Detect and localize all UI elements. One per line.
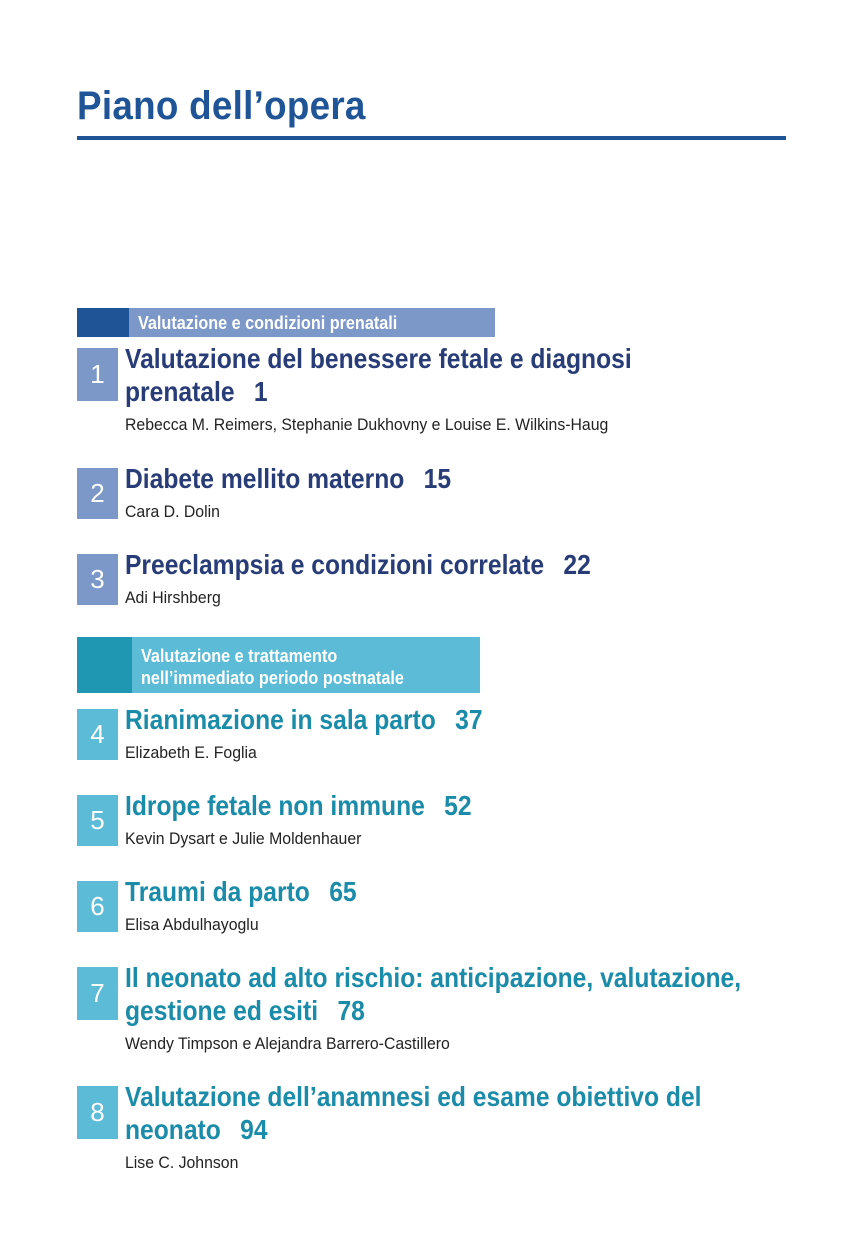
- chapter-title-line: Diabete mellito materno: [125, 463, 405, 494]
- chapter-title: [125, 789, 472, 822]
- chapter-authors: Rebecca M. Reimers, Stephanie Dukhovny e Louise E. Wilkins-Haug: [125, 415, 609, 434]
- chapter-number: 4: [90, 719, 105, 749]
- chapter-number-box: [77, 554, 118, 605]
- chapter-page: 1: [253, 376, 268, 407]
- chapter-number-box: [77, 468, 118, 519]
- chapter-title: [125, 1080, 701, 1146]
- chapter-number-box: [77, 709, 118, 760]
- chapter-authors: Cara D. Dolin: [125, 502, 220, 521]
- chapter-authors: Kevin Dysart e Julie Moldenhauer: [125, 829, 362, 848]
- chapter-authors: Wendy Timpson e Alejandra Barrero-Castillero: [125, 1034, 450, 1053]
- chapter-title-line: Rianimazione in sala parto: [125, 704, 436, 735]
- chapter-title: [125, 548, 591, 581]
- chapter-number-box: [77, 1086, 118, 1139]
- chapter-title: [125, 875, 357, 908]
- chapter-title-line: Preeclampsia e condizioni correlate: [125, 549, 545, 580]
- chapter-number: 8: [90, 1097, 105, 1127]
- section-header-postnatal: [77, 637, 480, 693]
- chapter-title: [125, 342, 632, 408]
- section-label-line: nell’immediato periodo postnatale: [141, 667, 404, 688]
- section-label: [132, 637, 480, 693]
- chapter-number-box: [77, 881, 118, 932]
- chapter-page: 15: [423, 463, 452, 494]
- title-rule: [77, 136, 786, 140]
- chapter-title-line: prenatale: [125, 376, 235, 407]
- section-label: [129, 308, 495, 337]
- chapter-page: 37: [455, 704, 483, 735]
- chapter-title-line: Traumi da parto: [125, 876, 310, 907]
- chapter-title-line: Valutazione dell’anamnesi ed esame obiettivo del: [125, 1081, 702, 1112]
- section-marker: [77, 308, 129, 337]
- chapter-authors: Lise C. Johnson: [125, 1153, 239, 1172]
- chapter-number: 2: [90, 478, 105, 508]
- chapter-number: 3: [90, 564, 105, 594]
- chapter-page: 65: [329, 876, 357, 907]
- chapter-title-line: gestione ed esiti: [125, 995, 319, 1026]
- chapter-title-line: Idrope fetale non immune: [125, 790, 425, 821]
- section-label-line: Valutazione e condizioni prenatali: [138, 312, 398, 333]
- chapter-number: 5: [90, 805, 105, 835]
- chapter-number-box: [77, 795, 118, 846]
- chapter-authors: Adi Hirshberg: [125, 588, 221, 607]
- chapter-page: 52: [444, 790, 472, 821]
- chapter-page: 22: [563, 549, 591, 580]
- chapter-page: 94: [240, 1114, 268, 1145]
- section-marker: [77, 637, 132, 693]
- chapter-title-line: Il neonato ad alto rischio: anticipazione, valutazione,: [125, 962, 742, 993]
- chapter-number-box: [77, 967, 118, 1020]
- chapter-number: 6: [90, 891, 105, 921]
- chapter-page: 78: [337, 995, 365, 1026]
- chapter-title-line: Valutazione del benessere fetale e diagnosi: [125, 343, 632, 374]
- chapter-number: 7: [90, 978, 105, 1008]
- chapter-title: [125, 703, 483, 736]
- chapter-title: [125, 462, 451, 495]
- section-header-prenatal: [77, 308, 495, 337]
- section-label-line: Valutazione e trattamento: [141, 645, 338, 666]
- chapter-authors: Elisa Abdulhayoglu: [125, 915, 259, 934]
- chapter-title-line: neonato: [125, 1114, 221, 1145]
- chapter-title: [125, 961, 741, 1027]
- chapter-authors: Elizabeth E. Foglia: [125, 743, 257, 762]
- page-title: Piano dell’opera: [77, 84, 366, 128]
- chapter-number-box: [77, 348, 118, 401]
- chapter-number: 1: [90, 359, 105, 389]
